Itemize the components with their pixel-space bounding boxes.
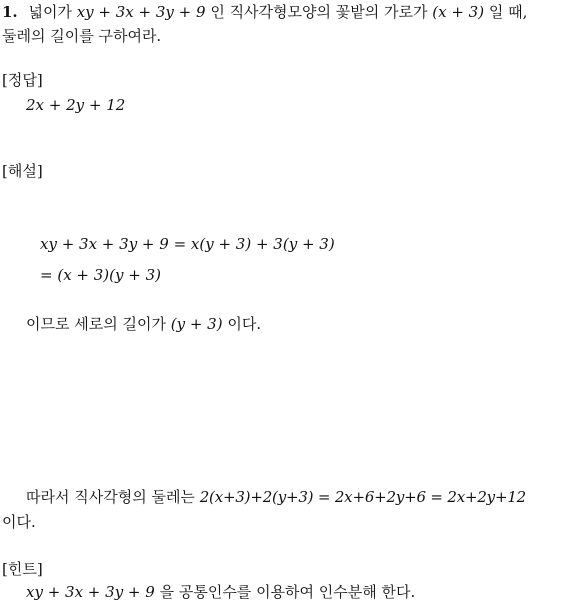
equation-line-2: = (x + 3)(y + 3) [40, 266, 161, 284]
width-expression: (x + 3) [432, 3, 485, 21]
perimeter-expression: 2(x+3)+2(y+3) = 2x+6+2y+6 = 2x+2y+12 [199, 488, 527, 506]
explanation-text-c: 따라서 직사각형의 둘레는 [26, 488, 195, 506]
explanation-text-d: 이다. [2, 513, 36, 531]
explanation-sentence-2 [26, 488, 526, 506]
hint-header: [힌트] [2, 560, 43, 578]
problem-text-b: 인 직사각형모양의 꽃밭의 가로가 [210, 3, 428, 21]
hint-expression: xy + 3x + 3y + 9 [26, 583, 155, 601]
explanation-header: [해설] [2, 162, 43, 180]
explanation-text-a: 이므로 세로의 길이가 [26, 315, 166, 333]
problem-number: 1. [2, 3, 18, 21]
problem-statement [2, 3, 527, 21]
explanation-text-b: 이다. [227, 315, 262, 333]
problem-text-c: 일 때, [488, 3, 528, 21]
explanation-sentence-1 [26, 315, 261, 333]
problem-text-a: 넓이가 [28, 3, 72, 21]
hint-text: 을 공통인수를 이용하여 인수분해 한다. [159, 583, 416, 601]
area-expression: xy + 3x + 3y + 9 [76, 3, 206, 21]
answer-expression: 2x + 2y + 12 [26, 96, 126, 114]
equation-line-1: xy + 3x + 3y + 9 = x(y + 3) + 3(y + 3) [40, 235, 335, 253]
answer-header: [정답] [2, 71, 43, 89]
problem-line-2: 둘레의 길이를 구하여라. [2, 27, 162, 45]
hint-sentence [26, 583, 415, 601]
height-expression: (y + 3) [170, 315, 223, 333]
